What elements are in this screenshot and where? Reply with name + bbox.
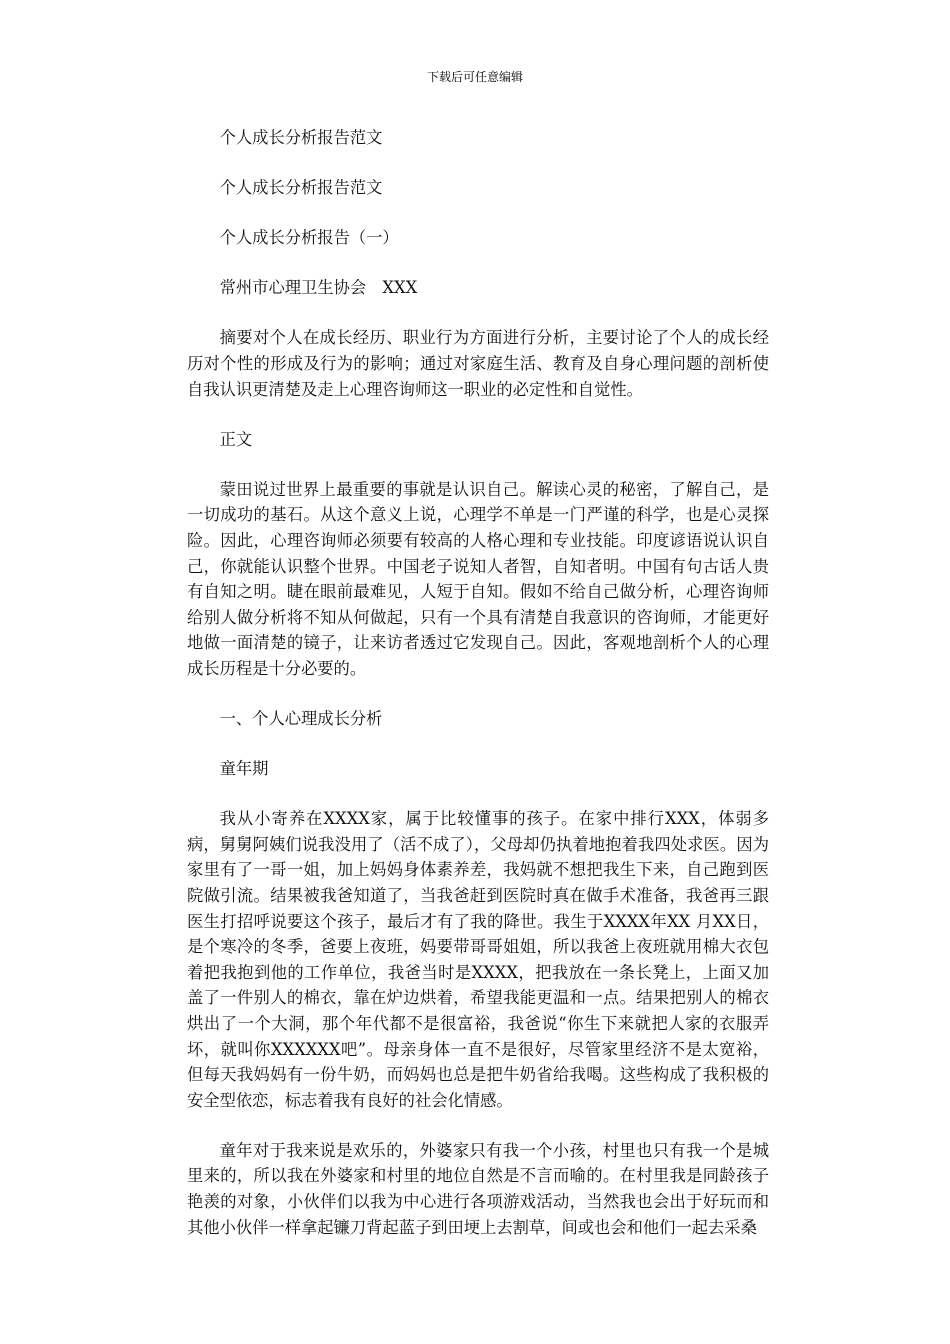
document-body [187, 125, 769, 1265]
author-line: 常州市心理卫生协会 XXX [219, 278, 418, 298]
body-heading: 正文 [219, 429, 253, 449]
childhood-paragraph-2: 童年对于我来说是欢乐的，外婆家只有我一个小孩，村里也只有我一个是城里来的，所以我在外婆家和村里的地位自然是不言而喻的。在村里我是同龄孩子艳羡的对象，小伙伴们以我为中心进行各项游戏活动，当然我也会出于好玩而和其他小伙伴一样拿起镰刀背起蓝子到田埂上去割草，间或也会和他们一起去采桑 [187, 1140, 769, 1237]
section-heading-1: 一、个人心理成长分析 [219, 709, 383, 728]
subsection-heading-childhood: 童年期 [219, 759, 269, 779]
title-line-2: 个人成长分析报告范文 [219, 178, 383, 198]
abstract-paragraph: 摘要对个人在成长经历、职业行为方面进行分析，主要讨论了个人的成长经历对个性的形成及行为的影响；通过对家庭生活、教育及自身心理问题的剖析使自我认识更清楚及走上心理咨询师这一职业的必定性和自觉性。 [187, 328, 769, 399]
intro-paragraph: 蒙田说过世界上最重要的事就是认识自己。解读心灵的秘密，了解自己，是一切成功的基石。从这个意义上说，心理学不单是一门严谨的科学，也是心灵探险。因此，心理咨询师必须要有较高的人格心理和专业技能。印度谚语说认识自己，你就能认识整个世界。中国老子说知人者智，自知者明。中国有句古话人贵有自知之明。睫在眼前最难见，人短于自知。假如不给自己做分析，心理咨询师给别人做分析将不知从何做起，只有一个具有清楚自我意识的咨询师，才能更好地做一面清楚的镜子，让来访者透过它发现自己。因此，客观地剖析个人的心理成长历程是十分必要的。 [187, 479, 769, 678]
page-header-note: 下载后可任意编辑 [426, 70, 523, 84]
title-line-3: 个人成长分析报告（一） [219, 228, 399, 248]
childhood-paragraph-1: 我从小寄养在XXXX家，属于比较懂事的孩子。在家中排行XXX，体弱多病，舅舅阿姨们说我没用了（活不成了），父母却仍执着地抱着我四处求医。因为家里有了一哥一姐，加上妈妈身体素养差，我妈就不想把我生下来，自己跑到医院做引流。结果被我爸知道了，当我爸赶到医院时真在做手术准备，我爸再三跟医生打招呼说要这个孩子，最后才有了我的降世。我生于XXXX年XX 月XX日，是个寒冷的冬季，爸要上夜班，妈要带哥哥姐姐，所以我爸上夜班就用棉大衣包着把我抱到他的工作单位，我爸当时是XXXX，把我放在一条长凳上，上面又加盖了一件别人的棉衣，靠在炉边烘着，希望我能更温和一点。结果把别人的棉衣烘出了一个大洞，那个年代都不是很富裕，我爸说“你生下来就把人家的衣服弄坏，就叫你XXXXXX吧”。母亲身体一直不是很好，尽管家里经济不是太宽裕，但每天我妈妈有一份牛奶，而妈妈也总是把牛奶省给我喝。这些构成了我积极的安全型依恋，标志着我有良好的社会化情感。 [187, 809, 769, 1110]
title-line-1: 个人成长分析报告范文 [219, 128, 383, 147]
